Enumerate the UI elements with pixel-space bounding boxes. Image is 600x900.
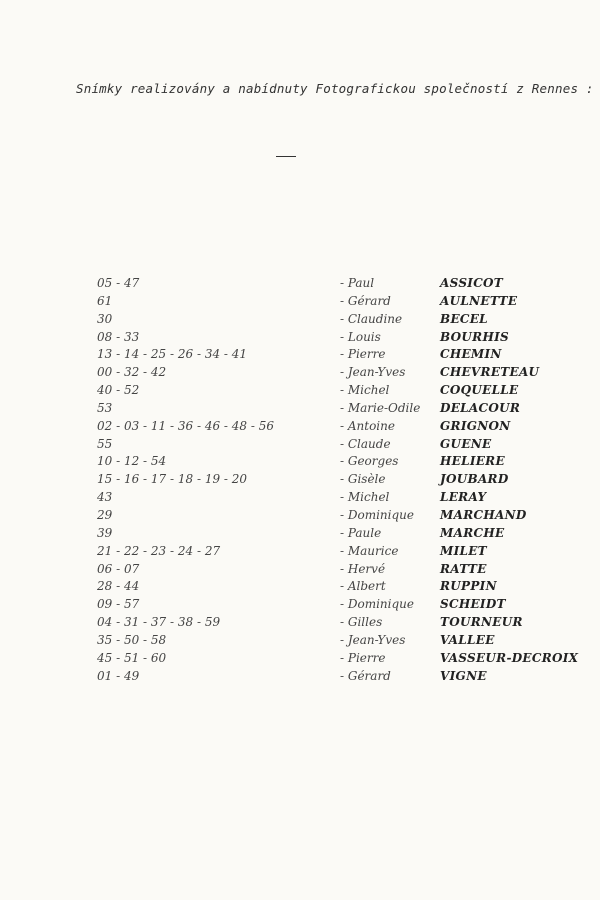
first-name: - Michel xyxy=(340,490,390,505)
credit-row xyxy=(0,579,600,597)
surname: CHEVRETEAU xyxy=(440,365,540,380)
first-name: - Claude xyxy=(340,436,391,451)
credit-row xyxy=(0,651,600,669)
first-name: - Jean-Yves xyxy=(340,365,406,380)
photo-numbers: 13 - 14 - 25 - 26 - 34 - 41 xyxy=(97,347,248,362)
photo-credits-list xyxy=(0,276,600,686)
credit-row xyxy=(0,276,600,294)
surname: CHEMIN xyxy=(440,347,502,362)
credit-row xyxy=(0,294,600,312)
first-name: - Antoine xyxy=(340,418,395,433)
surname: LERAY xyxy=(440,490,487,505)
first-name: - Maurice xyxy=(340,543,399,558)
credit-row xyxy=(0,437,600,455)
credit-row xyxy=(0,454,600,472)
photo-numbers: 35 - 50 - 58 xyxy=(97,632,167,647)
surname: RUPPIN xyxy=(440,579,497,594)
first-name: - Marie-Odile xyxy=(340,400,421,415)
photo-numbers: 02 - 03 - 11 - 36 - 46 - 48 - 56 xyxy=(97,418,274,433)
credit-row xyxy=(0,526,600,544)
surname: BECEL xyxy=(440,311,488,326)
first-name: - Gisèle xyxy=(340,472,386,487)
surname: GUENE xyxy=(440,436,492,451)
credit-row xyxy=(0,383,600,401)
surname: DELACOUR xyxy=(440,400,521,415)
surname: RATTE xyxy=(440,561,487,576)
first-name: - Gérard xyxy=(340,293,391,308)
credit-row xyxy=(0,419,600,437)
first-name: - Louis xyxy=(340,329,381,344)
first-name: - Michel xyxy=(340,383,390,398)
photo-numbers: 40 - 52 xyxy=(97,383,140,398)
photo-numbers: 29 xyxy=(97,507,113,522)
credit-row xyxy=(0,401,600,419)
photo-numbers: 39 xyxy=(97,525,113,540)
photo-numbers: 15 - 16 - 17 - 18 - 19 - 20 xyxy=(97,472,248,487)
surname: MILET xyxy=(440,543,487,558)
photo-numbers: 30 xyxy=(97,311,113,326)
surname: COQUELLE xyxy=(440,383,519,398)
photo-numbers: 06 - 07 xyxy=(97,561,140,576)
photo-numbers: 45 - 51 - 60 xyxy=(97,650,167,665)
credit-row xyxy=(0,562,600,580)
first-name: - Albert xyxy=(340,579,386,594)
photo-numbers: 00 - 32 - 42 xyxy=(97,365,167,380)
first-name: - Pierre xyxy=(340,650,386,665)
photo-numbers: 61 xyxy=(97,293,113,308)
credit-row xyxy=(0,597,600,615)
surname: TOURNEUR xyxy=(440,615,523,630)
photo-numbers: 21 - 22 - 23 - 24 - 27 xyxy=(97,543,221,558)
credit-row xyxy=(0,312,600,330)
credit-row xyxy=(0,347,600,365)
surname: BOURHIS xyxy=(440,329,509,344)
credit-row xyxy=(0,669,600,687)
credit-row xyxy=(0,490,600,508)
surname: VALLEE xyxy=(440,632,495,647)
first-name: - Gilles xyxy=(340,615,383,630)
first-name: - Claudine xyxy=(340,311,403,326)
surname: VIGNE xyxy=(440,668,487,683)
photo-numbers: 10 - 12 - 54 xyxy=(97,454,167,469)
heading-divider xyxy=(276,156,296,157)
surname: VASSEUR-DECROIX xyxy=(440,650,579,665)
credit-row xyxy=(0,472,600,490)
first-name: - Paule xyxy=(340,525,382,540)
credit-row xyxy=(0,365,600,383)
credit-row xyxy=(0,330,600,348)
credit-row xyxy=(0,508,600,526)
photo-numbers: 08 - 33 xyxy=(97,329,140,344)
surname: AULNETTE xyxy=(440,293,518,308)
credit-row xyxy=(0,615,600,633)
photo-numbers: 01 - 49 xyxy=(97,668,140,683)
photo-numbers: 53 xyxy=(97,400,113,415)
first-name: - Pierre xyxy=(340,347,386,362)
page-heading: Snímky realizovány a nabídnuty Fotografickou společností z Rennes : xyxy=(76,81,594,96)
credit-row xyxy=(0,633,600,651)
surname: GRIGNON xyxy=(440,418,511,433)
surname: SCHEIDT xyxy=(440,597,506,612)
first-name: - Georges xyxy=(340,454,399,469)
surname: JOUBARD xyxy=(440,472,509,487)
photo-numbers: 43 xyxy=(97,490,113,505)
surname: HELIERE xyxy=(440,454,505,469)
credit-row xyxy=(0,544,600,562)
first-name: - Hervé xyxy=(340,561,386,576)
surname: MARCHAND xyxy=(440,507,527,522)
first-name: - Gérard xyxy=(340,668,391,683)
surname: MARCHE xyxy=(440,525,505,540)
photo-numbers: 04 - 31 - 37 - 38 - 59 xyxy=(97,615,221,630)
first-name: - Dominique xyxy=(340,597,415,612)
first-name: - Dominique xyxy=(340,507,415,522)
photo-numbers: 05 - 47 xyxy=(97,276,140,290)
surname: ASSICOT xyxy=(440,276,504,290)
photo-numbers: 09 - 57 xyxy=(97,597,140,612)
photo-numbers: 28 - 44 xyxy=(97,579,140,594)
photo-numbers: 55 xyxy=(97,436,113,451)
first-name: - Paul xyxy=(340,276,375,290)
first-name: - Jean-Yves xyxy=(340,632,406,647)
